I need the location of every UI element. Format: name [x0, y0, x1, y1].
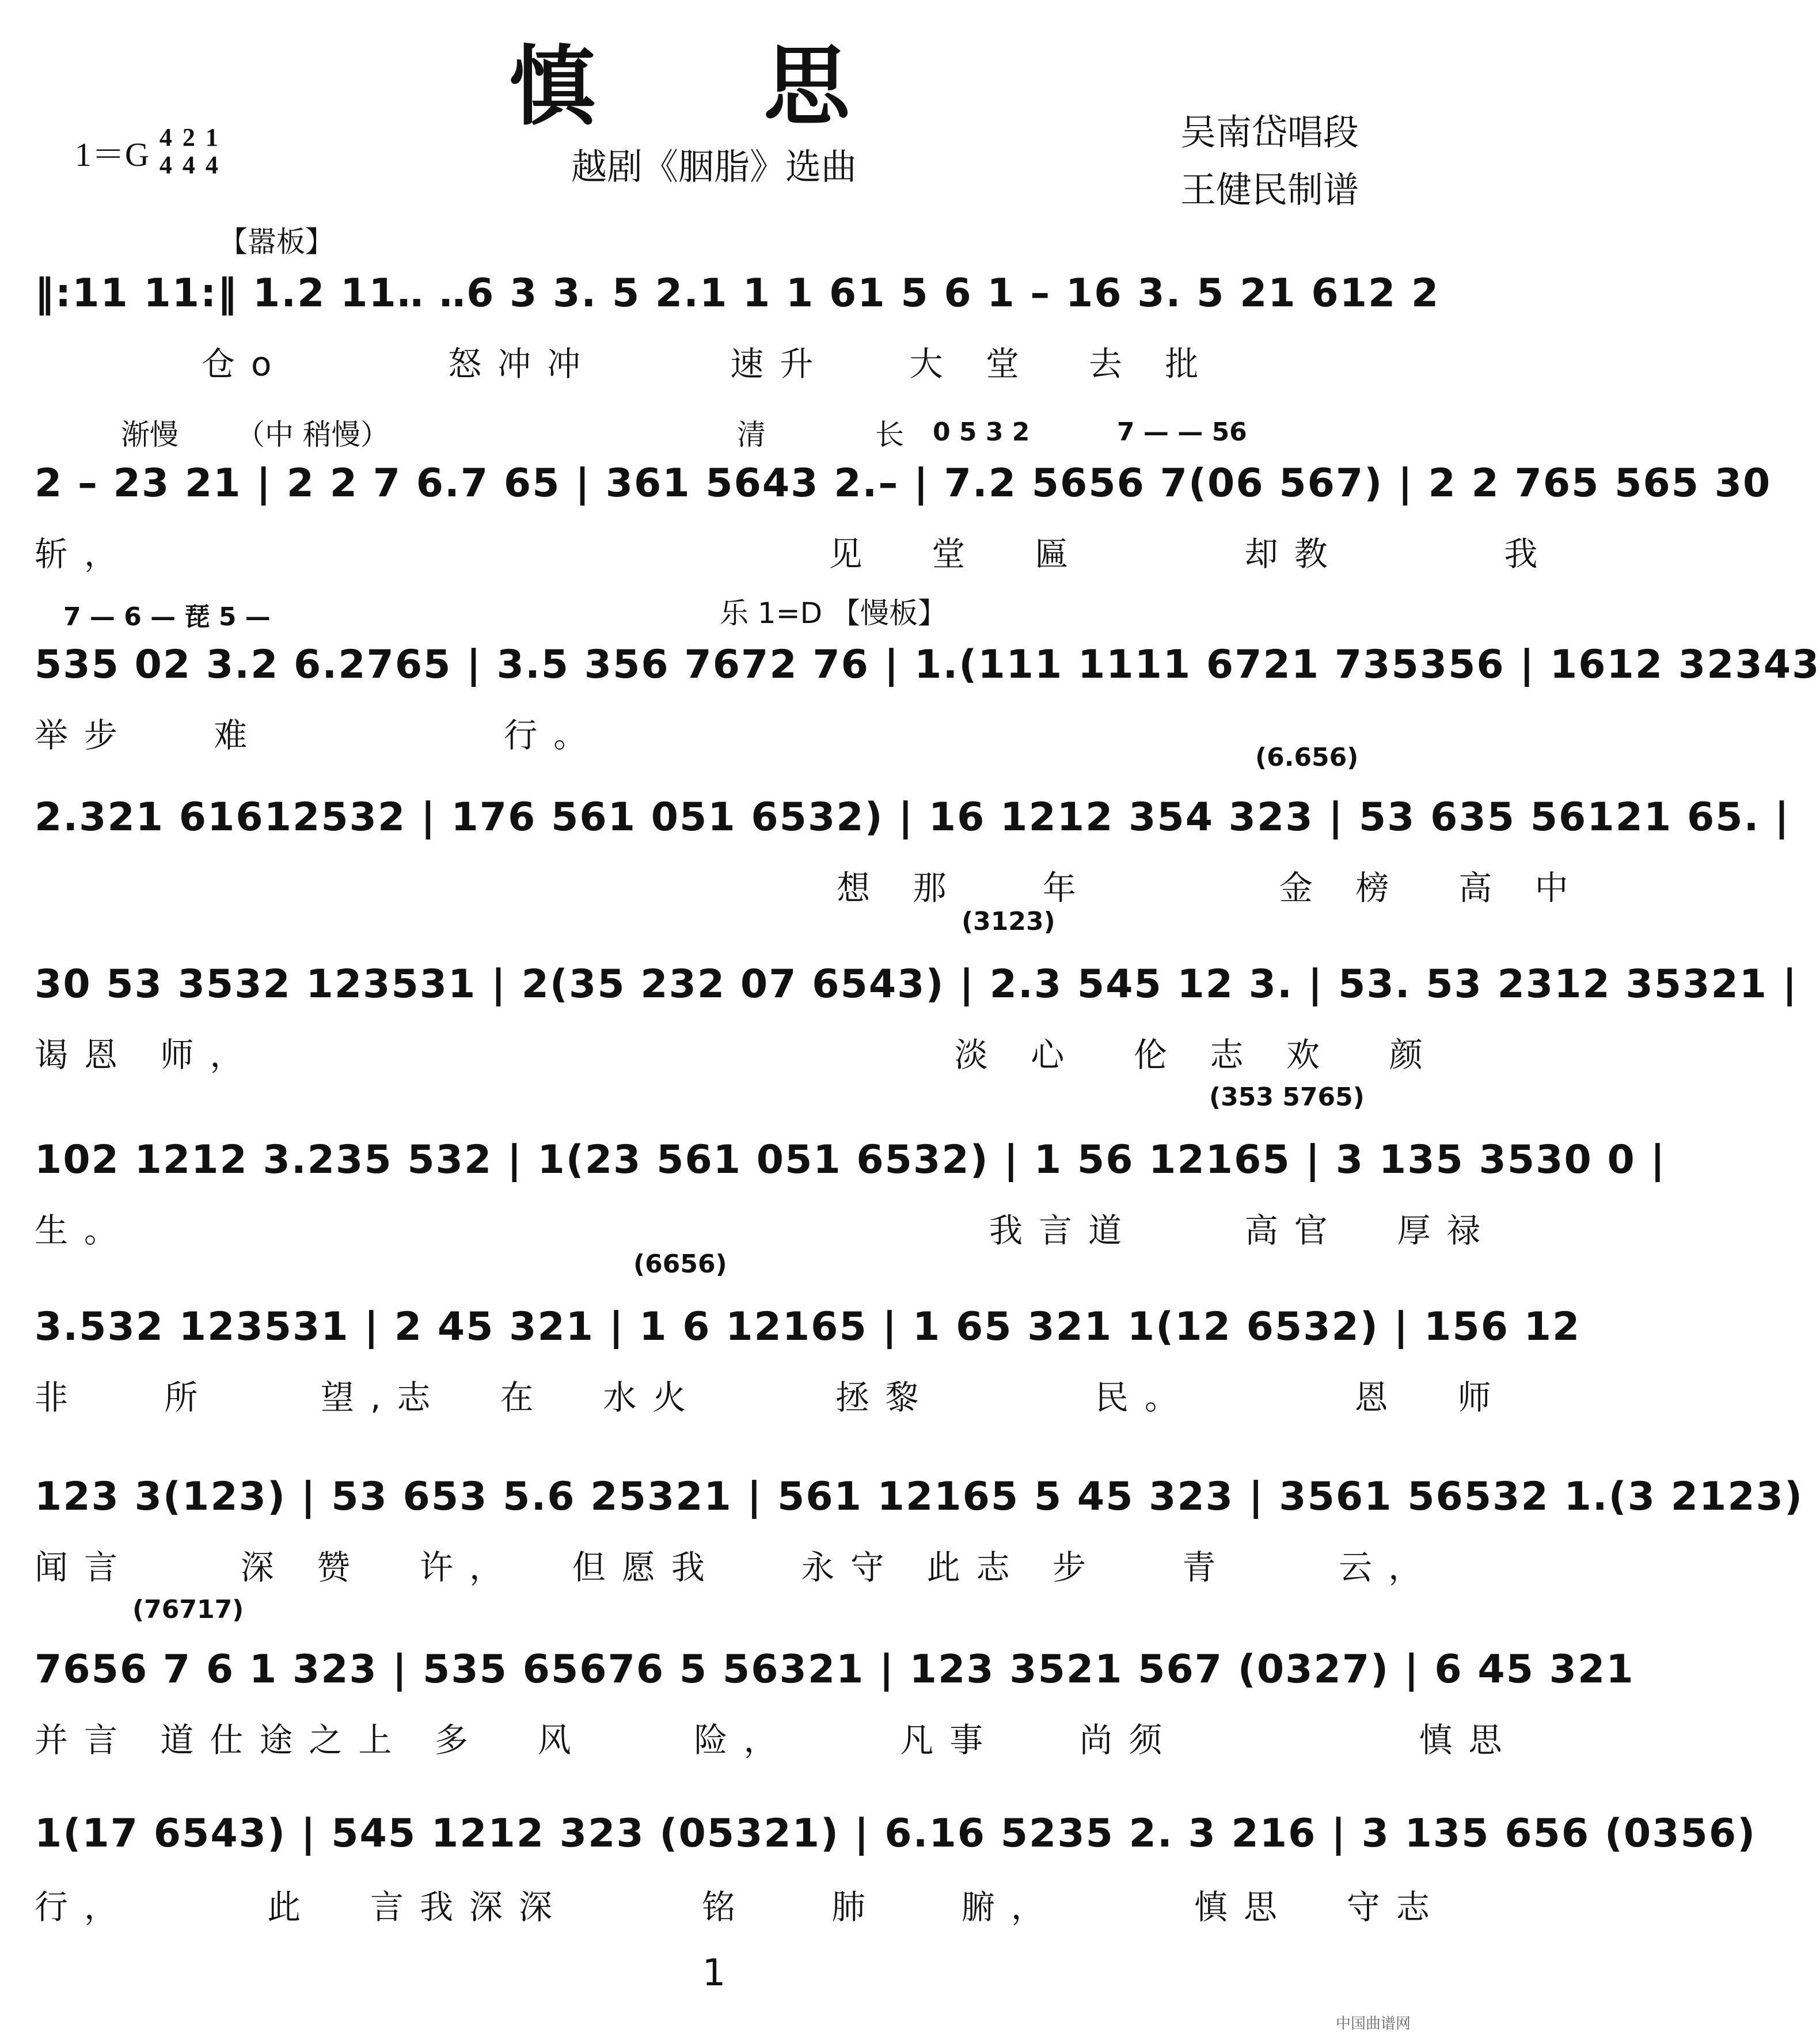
notation-line: 3.532 123531 | 2 45 321 | 1 6 12165 | 1 65 321 1(12 6532) | 156 12	[35, 1304, 1581, 1350]
notation-line: ‖:11 11:‖ 1.2 11‥ ‥6 3 3. 5 2.1 1 1 61 5 6 1 – 16 3. 5 21 612 2	[35, 271, 1440, 316]
notation-line: 7656 7 6 1 323 | 535 65676 5 56321 | 123 3521 567 (0327) | 6 45 321	[35, 1647, 1635, 1692]
variant-notes: (3123)	[962, 907, 1055, 936]
grace-notes: 7 — 6 — 琵 5 —	[63, 602, 271, 632]
score-subtitle: 越剧《胭脂》选曲	[571, 146, 857, 188]
site-watermark: 中国曲谱网	[1335, 2015, 1411, 2033]
lyrics-line: 想 那 年 金 榜 高 中	[35, 868, 1585, 907]
staff-system-8	[35, 1422, 1804, 1595]
notation-line: 30 53 3532 123531 | 2(35 232 07 6543) | 2.3 545 12 3. | 53. 53 2312 35321 |	[35, 962, 1798, 1007]
notation-line: 2 – 23 21 | 2 2 7 6.7 65 | 361 5643 2.– | 7.2 5656 7(06 567) | 2 2 765 565 30	[35, 461, 1772, 506]
staff-system-4	[35, 743, 1790, 915]
tempo-mark: 长	[875, 418, 904, 451]
key-label: 1＝G	[75, 136, 149, 173]
score-title: 慎 思	[508, 36, 920, 137]
tempo-mark: 清	[737, 418, 766, 451]
lyrics-line: 斩， 见 堂 匾 却教 我	[35, 534, 1554, 573]
notation-line: 123 3(123) | 53 653 5.6 25321 | 561 12165 5 45 323 | 3561 56532 1.(3 2123)	[35, 1474, 1804, 1519]
tempo-mark: （中 稍慢）	[236, 418, 389, 451]
staff-system-3	[35, 584, 1820, 757]
lyrics-line: 举步 难 行。	[35, 716, 603, 755]
singer-credit: 吴南岱唱段	[1180, 111, 1359, 153]
section-mark: 乐 1=D 【慢板】	[720, 597, 947, 630]
staff-system-6	[35, 1082, 1666, 1255]
variant-notes: (353 5765)	[1209, 1082, 1365, 1112]
staff-system-7	[35, 1249, 1581, 1422]
notation-line: 535 02 3.2 6.2765 | 3.5 356 7672 76 | 1.(111 1111 6721 735356 | 1612 32343	[35, 642, 1820, 687]
lyrics-line: 谒恩 师， 淡 心 伦 志 欢 颜	[35, 1035, 1439, 1074]
variant-notes: (6656)	[633, 1249, 727, 1279]
lyrics-line: 生。 我言道 高官 厚禄	[35, 1211, 1496, 1250]
staff-system-9	[35, 1595, 1635, 1768]
section-mark: 【嚣板】	[219, 225, 334, 259]
staff-system-2	[35, 406, 1772, 579]
staff-system-1	[35, 219, 1440, 392]
staff-system-10	[35, 1776, 1757, 1949]
lyrics-line: 并言 道仕途之上 多 风 险， 凡事 尚须 慎思	[35, 1720, 1518, 1760]
meter-2: 2 4	[182, 123, 195, 179]
variant-notes: (76717)	[132, 1595, 244, 1624]
lyrics-line: 仓o 怒冲冲 速升 大 堂 去 批	[202, 344, 1215, 383]
credits	[1180, 104, 1359, 219]
notation-line: 1(17 6543) | 545 1212 323 (05321) | 6.16 5235 2. 3 216 | 3 135 656 (0356)	[35, 1811, 1757, 1856]
staff-system-5	[35, 907, 1798, 1080]
lyrics-line: 非 所 望,志 在 水火 拯黎 民。 恩 师	[35, 1378, 1507, 1417]
key-signature	[75, 124, 218, 179]
meter-1: 4 4	[159, 123, 172, 179]
variant-notes: (6.656)	[1255, 743, 1359, 772]
notation-credit: 王健民制谱	[1180, 169, 1359, 211]
page-number: 1	[702, 1952, 726, 1995]
notation-line: 102 1212 3.235 532 | 1(23 561 051 6532) | 1 56 12165 | 3 135 3530 0 |	[35, 1137, 1666, 1183]
meter-3: 1 4	[205, 123, 218, 179]
tempo-mark: 渐慢	[121, 418, 178, 451]
notation-line: 2.321 61612532 | 176 561 051 6532) | 16 1212 354 323 | 53 635 56121 65. |	[35, 795, 1790, 840]
lyrics-line: 闻言 深 赞 许， 但愿我 永守 此志 步 青 云，	[35, 1548, 1438, 1587]
lyrics-line: 行， 此 言我深深 铭 肺 腑， 慎思 守志	[35, 1887, 1446, 1927]
grace-notes: 7 — — 56	[1117, 417, 1247, 447]
grace-notes: 0 5 3 2	[933, 417, 1030, 447]
